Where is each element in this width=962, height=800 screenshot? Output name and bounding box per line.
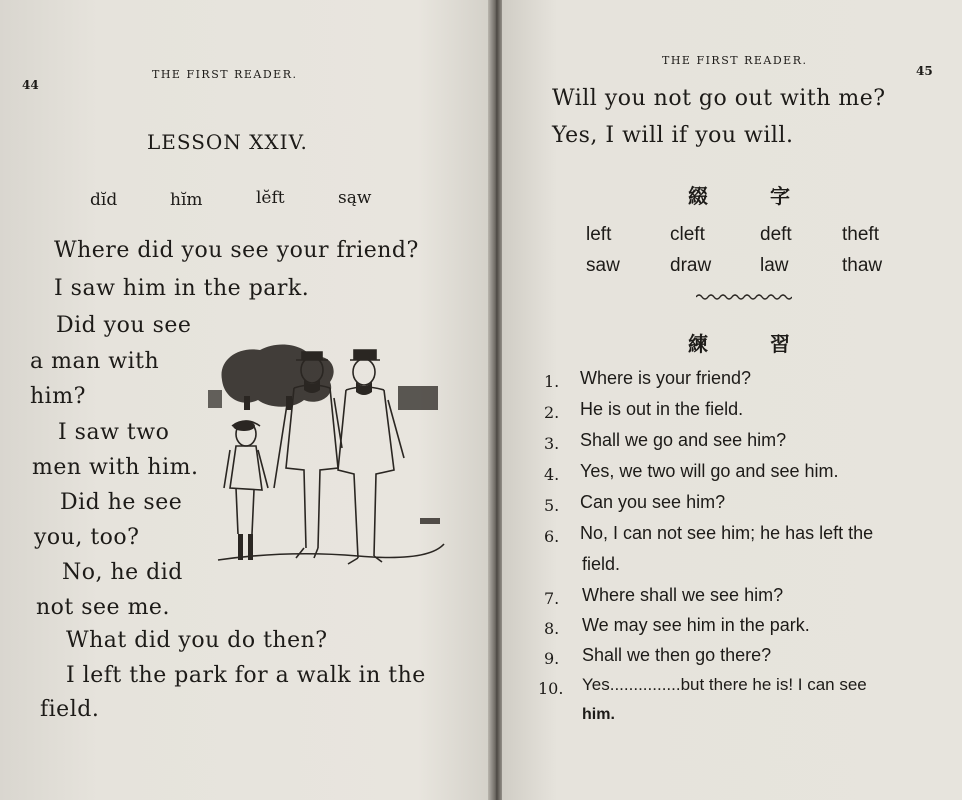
exercise-number: 6.: [544, 527, 560, 546]
exercise-text: Yes...............but there he is! I can see: [582, 675, 867, 694]
text-line: What did you do then?: [66, 628, 328, 653]
exercise-number: 8.: [544, 619, 560, 638]
exercise-number: 2.: [544, 403, 560, 422]
text-line: not see me.: [36, 595, 170, 620]
right-page: [502, 0, 962, 800]
exercise-heading: 習: [770, 332, 790, 356]
exercise-text: him.: [582, 706, 615, 723]
exercise-text: We may see him in the park.: [582, 615, 810, 635]
vocab-word: lĕft: [256, 188, 285, 208]
text-line: Did you see: [56, 313, 192, 338]
spelling-heading: 綴: [688, 184, 708, 208]
exercise-number: 1.: [544, 372, 560, 391]
spelling-word: law: [760, 255, 789, 276]
exercise-text: Where is your friend?: [580, 368, 752, 388]
exercise-text: Can you see him?: [580, 492, 726, 512]
text-line: I saw two: [58, 420, 170, 445]
spelling-word: cleft: [670, 224, 705, 245]
wavy-divider: [696, 292, 792, 302]
illustration: [208, 338, 448, 594]
exercise-heading: 練: [688, 332, 708, 356]
exercise-text: Shall we go and see him?: [580, 430, 787, 450]
exercise-number: 10.: [538, 679, 564, 698]
spelling-word: thaw: [842, 255, 883, 276]
spelling-word: draw: [670, 255, 712, 276]
running-head: THE FIRST READER.: [152, 68, 298, 81]
exercise-text: Where shall we see him?: [582, 585, 784, 605]
exercise-text: Shall we then go there?: [582, 645, 772, 665]
spelling-word: left: [586, 224, 612, 245]
text-line: a man with: [30, 349, 160, 374]
exercise-text: Yes, we two will go and see him.: [580, 461, 839, 481]
spelling-word: deft: [760, 224, 792, 245]
text-line: men with him.: [32, 455, 199, 480]
spelling-heading: 字: [770, 184, 790, 208]
page-number: 44: [22, 78, 39, 92]
text-line: field.: [40, 697, 100, 722]
text-line: Will you not go out with me?: [552, 86, 886, 111]
exercise-number: 5.: [544, 496, 560, 515]
exercise-number: 7.: [544, 589, 560, 608]
spelling-word: theft: [842, 224, 879, 245]
text-line: Did he see: [60, 490, 183, 515]
text-line: Yes, I will if you will.: [552, 123, 794, 148]
text-line: him?: [30, 384, 86, 409]
exercise-text: He is out in the field.: [580, 399, 744, 419]
vocab-word: sąw: [338, 188, 372, 208]
exercise-number: 4.: [544, 465, 560, 484]
spelling-word: saw: [586, 255, 620, 276]
vocab-word: hĭm: [170, 190, 203, 210]
exercise-number: 3.: [544, 434, 560, 453]
exercise-text: field.: [582, 554, 621, 574]
text-line: I saw him in the park.: [54, 276, 310, 301]
text-line: No, he did: [62, 560, 183, 585]
exercise-number: 9.: [544, 649, 560, 668]
vocab-word: dĭd: [90, 190, 118, 210]
text-line: Where did you see your friend?: [54, 238, 419, 263]
exercise-text: No, I can not see him; he has left the: [580, 523, 874, 543]
page-number: 45: [916, 64, 933, 78]
lesson-title: LESSON XXIV.: [147, 130, 308, 154]
running-head: THE FIRST READER.: [662, 54, 808, 67]
text-line: you, too?: [34, 525, 140, 550]
text-line: I left the park for a walk in the: [66, 663, 426, 688]
